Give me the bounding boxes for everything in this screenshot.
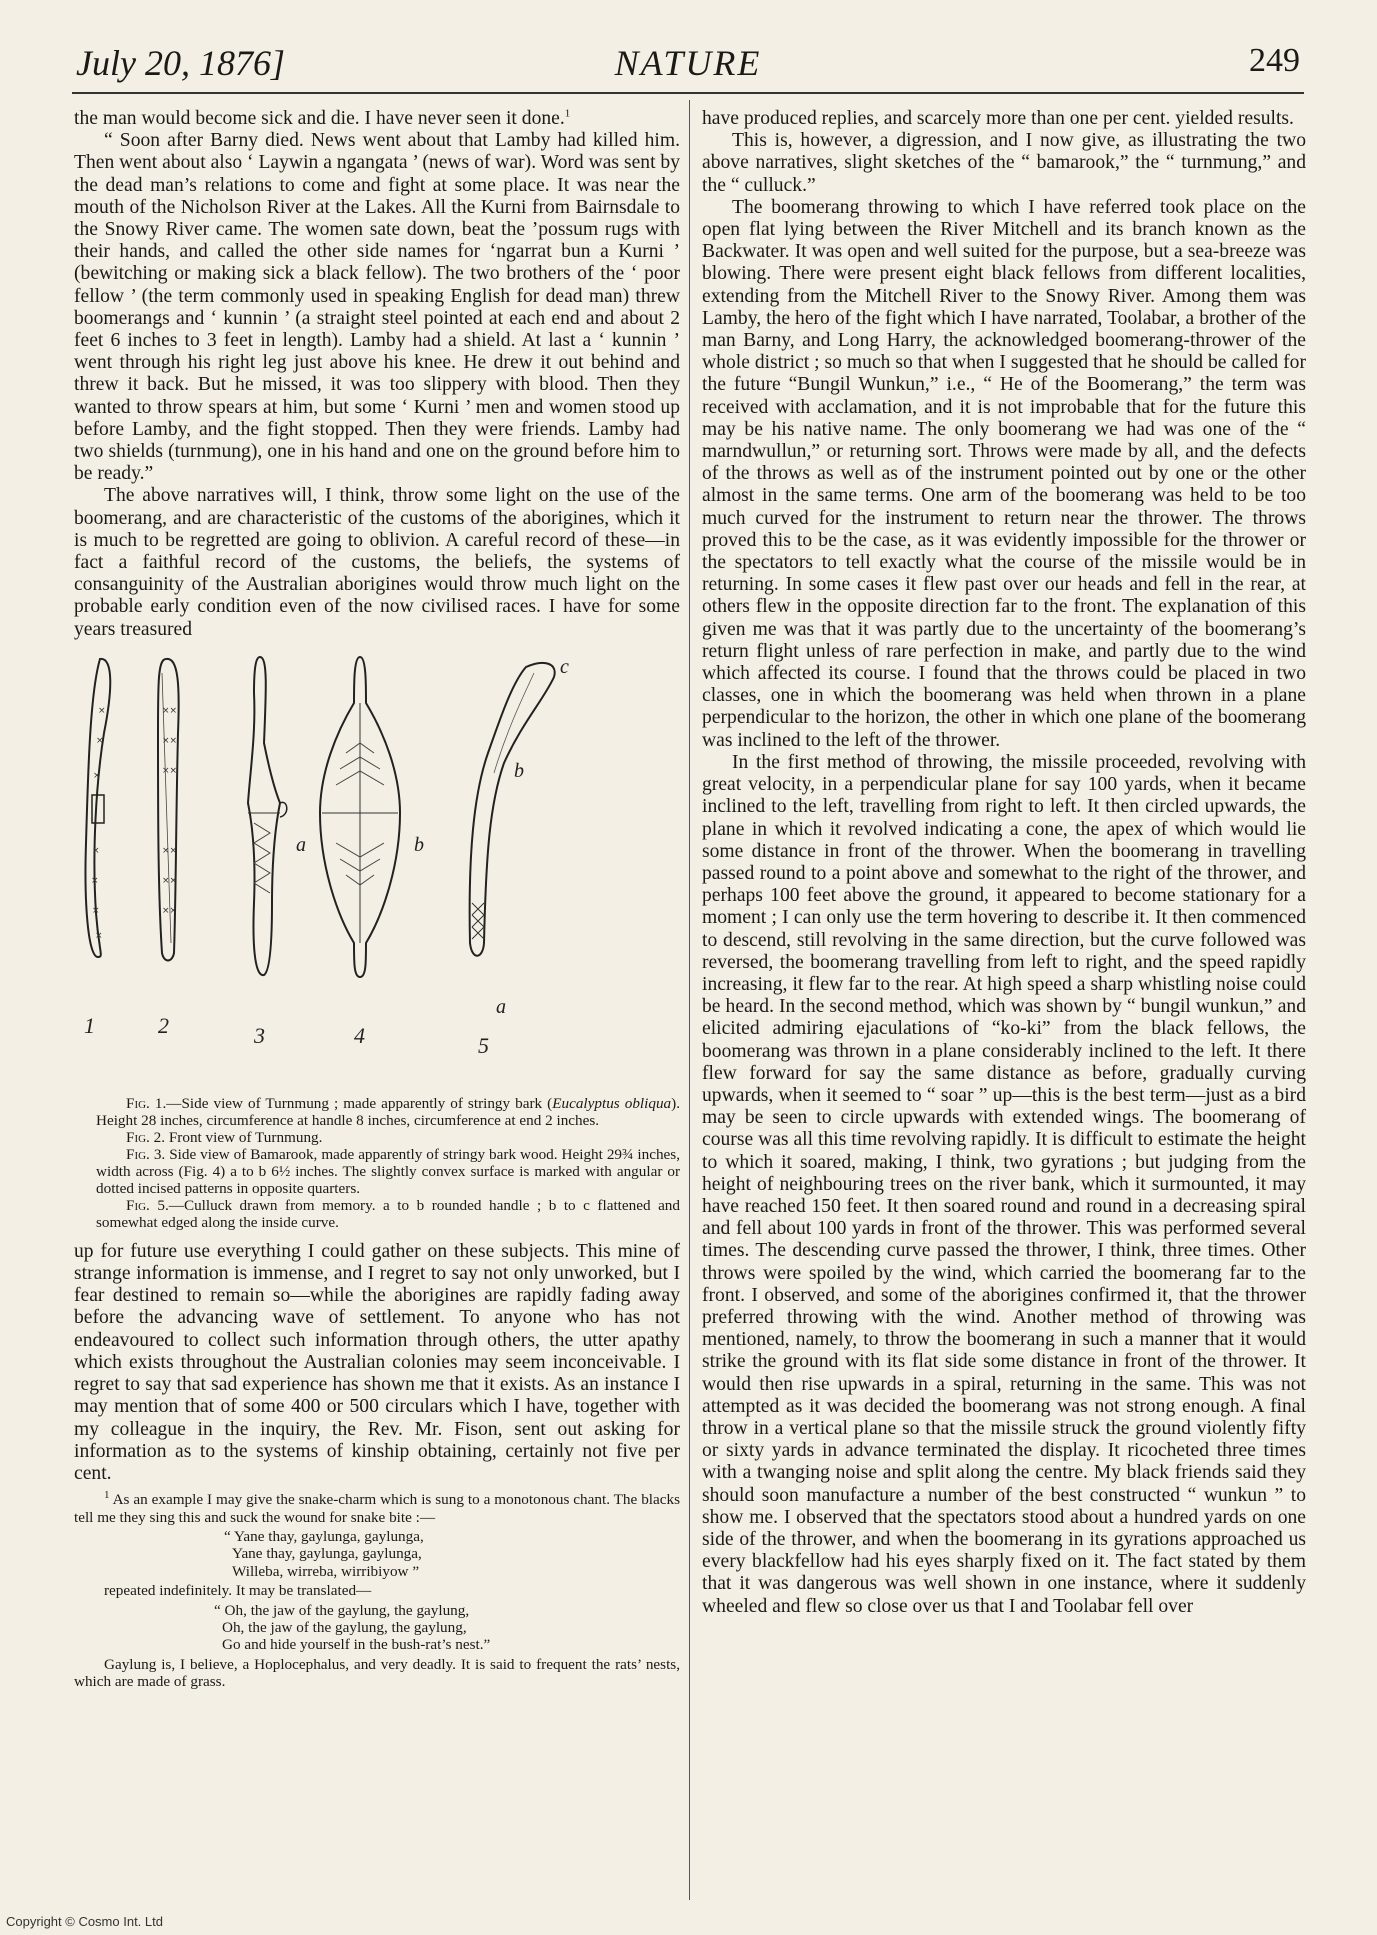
fig-label-c-culluck: c (560, 655, 569, 678)
svg-text:××: ×× (162, 845, 178, 856)
paragraph: The above narratives will, I think, throw some light on the use of the boomerang, and are characteristic of the customs of the aborigines, which it is much to be regretted are going to oblivion. A careful record of these—in fact a faithful record of the customs, the beliefs, the systems of consanguinity of the Australian aborigines would throw much light on the probable early condition even of the now civilised races. I have for some years treasured (74, 485, 680, 640)
paragraph: have produced replies, and scarcely more than one per cent. yielded results. (702, 108, 1294, 129)
copyright-notice: Copyright © Cosmo Int. Ltd (6, 1914, 163, 1929)
page-number: 249 (1249, 42, 1300, 79)
page-header (72, 42, 1304, 94)
fig-label-a-culluck: a (496, 995, 506, 1018)
figure-drawing (74, 653, 680, 1089)
svg-text:××: ×× (162, 905, 178, 916)
figure-captions (74, 1095, 680, 1231)
fig-number-1: 1 (84, 1012, 95, 1038)
caption-fig5: Fig. 5.—Culluck drawn from memory. a to b rounded handle ; b to c flattened and somewhat edged along the inside curve. (96, 1196, 680, 1231)
fig-label-b-culluck: b (514, 759, 524, 782)
paragraph: The boomerang throwing to which I have referred took place on the open flat lying between the River Mitchell and its branch known as the Backwater. It was open and well suited for the purpose, but a sea-breeze was blowing. There were present eight black fellows from different localities, extending from the Mitchell River to the Snowy River. Among them was Lamby, the hero of the fight which I have narrated, Toolabar, a brother of the man Barny, and Long Harry, the acknowledged boomerang-thrower of the whole district ; so much so that when I suggested that he should be called for the future “Bungil Wunkun,” i.e., “ He of the Boomerang,” the term was received with acclamation, and it is not improbable that for the future this may be his native name. The only boomerang we had was one of the “ marndwullun,” or returning sort. Throws were made by all, and the defects of the throws as well as of the instrument pointed out by one or the other almost in the same terms. One arm of the boomerang was held to be too much curved for the instrument to return near the thrower. The throws proved this to be the case, as it was evidently impossible for the thrower or the spectators to tell exactly what the course of the missile would be in returning. In some cases it flew past over our heads and fell in the rear, at others flew in the opposite direction far to the front. The explanation of this given me was that it was partly due to the uncertainty of the boomerang’s return flight unless of rare perfection in make, and partly due to the wind which affected its course. I found that the throws could be placed in two classes, one in which the boomerang was held when thrown in a plane perpendicular to the horizon, the other in which one plane of the boomerang was inclined to the left of the thrower. (702, 196, 1306, 751)
svg-text:×: × (93, 770, 101, 781)
caption-fig1: Fig. 1.—Side view of Turnmung ; made apparently of stringy bark (Eucalyptus obliqua). Height 28 inches, circumference at handle 8 inches, circumference at end 2 inches. (96, 1094, 680, 1129)
paragraph: This is, however, a digression, and I now give, as illustrating the two above narratives, slight sketches of the “ bamarook,” the “ turnmung,” and the “ culluck.” (702, 130, 1306, 196)
svg-text:××: ×× (162, 875, 178, 886)
fig-number-4: 4 (354, 1022, 365, 1048)
issue-date: July 20, 1876] (76, 43, 285, 83)
svg-text:××: ×× (162, 735, 178, 746)
column-divider (689, 100, 690, 1900)
left-column (74, 108, 680, 1691)
boomerang-figure (74, 653, 680, 1089)
journal-title: NATURE (614, 43, 762, 83)
fig-number-3: 3 (254, 1022, 265, 1048)
footnote-mid: repeated indefinitely. It may be translated— (104, 1582, 372, 1600)
svg-text:×: × (96, 735, 104, 746)
translation-verse: “ Oh, the jaw of the gaylung, the gaylung, Oh, the jaw of the gaylung, the gaylung, Go and hide yourself in the bush-rat’s nest.” (214, 1601, 491, 1654)
svg-text:×: × (95, 930, 103, 941)
right-column (702, 108, 1306, 1618)
svg-text:×: × (91, 875, 99, 886)
paragraph: In the first method of throwing, the missile proceeded, revolving with great velocity, in a perpendicular plane for say 100 yards, when it became inclined to the left, travelling from right to left. It then circled upwards, the plane in which it revolved indicating a cone, the apex of which would lie some distance in front of the thrower. When the boomerang in travelling passed round to a point above and somewhat to the right of the thrower, and perhaps 100 feet above the ground, it appeared to become stationary for a moment ; I can only use the term hovering to describe it. It then commenced to descend, still revolving in the same direction, but the curve followed was reversed, the boomerang travelling from left to right, and the speed rapidly increasing, it flew far to the rear. At high speed a sharp whistling noise could be heard. In the second method, which was shown by “ bungil wunkun,” and elicited admiring ejaculations of “ko-ki” from the black fellows, the boomerang was thrown in a plane considerably inclined to the left. It there flew forward for say the same distance as before, gradually curving upwards, when it seemed to “ soar ” up—this is the best term—just as a bird may be seen to circle upwards with extended wings. The boomerang of course was all this time revolving rapidly. It is difficult to estimate the height to which it soared, making, I think, two gyrations ; but judging from the height of neighbouring trees on the river bank, which it surmounted, it may have reached 150 feet. It then soared round and round in a decreasing spiral and fell about 100 yards in front of the thrower. This was performed several times. The descending curve passed the thrower, I think, three times. Other throws were spoiled by the wind, which carried the boomerang far to the front. I observed, and some of the aborigines confirmed it, that the thrower preferred throwing with the wind. Another method of throwing was mentioned, namely, to throw the boomerang in such a manner that it would strike the ground with its flat side some distance in front of the thrower. It would then rise upwards in a spiral, returning in the same. This was not attempted as it was decided the boomerang was not strong enough. A final throw in a vertical plane so that the missile struck the ground violently fifty or sixty yards in advance terminated the display. It ricocheted three times with a twanging noise and split along the centre. My black friends said they should soon manufacture a number of the best constructed “ wunkun ” to show me. I observed that the spectators stood about a hundred yards on one side of the thrower, and when the boomerang in its gyrations approached us every blackfellow had his eyes sharply fixed on it. The fact stated by them that it was dangerous was well shown in one instance, where it suddenly wheeled and flew so close over us that I and Toolabar fell over (702, 751, 1306, 1617)
fig-number-5: 5 (478, 1032, 489, 1058)
svg-text:×: × (92, 905, 100, 916)
svg-text:××: ×× (162, 765, 178, 776)
footnote-intro: $^1$ As an example I may give the snake-charm which is sung to a monotonous chant. The blacks tell me they sing this and suck the wound for snake bite :— (74, 1489, 680, 1526)
paragraph: up for future use everything I could gather on these subjects. This mine of strange information is immense, and I regret to say not only unworked, but I fear destined to remain so—while the aborigines are rapidly fading away before the advancing wave of settlement. To anyone who has not endeavoured to collect such information through others, the utter apathy which exists throughout the Australian colonies may seem inconceivable. I regret to say that sad experience has shown me that it exists. As an instance I may mention that of some 400 or 500 circulars which I have, together with my colleague in the inquiry, the Rev. Mr. Fison, sent out asking for information as to the systems of kinship obtaining, certainly not five per cent. (74, 1240, 680, 1484)
caption-fig3: Fig. 3. Side view of Bamarook, made apparently of stringy bark wood. Height 29¾ inches, width across (Fig. 4) a to b 6½ inches. The slightly convex surface is marked with angular or dotted incised patterns in opposite quarters. (96, 1145, 680, 1197)
footnote-ref: 1 (564, 107, 571, 120)
svg-text:×: × (92, 845, 100, 856)
caption-fig2: Fig. 2. Front view of Turnmung. (126, 1128, 323, 1146)
paragraph: the man would become sick and die. I have never seen it done.$^1$ (74, 107, 571, 129)
charm-verse: “ Yane thay, gaylunga, gaylunga, Yane thay, gaylunga, gaylunga, Willeba, wirreba, wirribiyow ” (224, 1527, 424, 1580)
svg-text:×: × (98, 705, 106, 716)
fig-label-b: b (414, 833, 424, 856)
svg-text:××: ×× (162, 705, 178, 716)
paragraph: “ Soon after Barny died. News went about that Lamby had killed him. Then went about also ‘ Laywin a ngangata ’ (news of war). Word was sent by the dead man’s relations to come and fight at some place. It was near the mouth of the Nicholson River at the Lakes. All the Kurni from Bairnsdale to the Snowy River came. The women sate down, beat the ’possum rugs with their hands, and called the other side names for ‘ngarrat bun a Kurni ’ (bewitching or making sick a black fellow). The two brothers of the ‘ poor fellow ’ (the term commonly used in speaking English for dead man) threw boomerangs and ‘ kunnin ’ (a straight steel pointed at each end and about 2 feet 6 inches to 3 feet in length). Lamby had a shield. At last a ‘ kunnin ’ went through his right leg just above his knee. He drew it out behind and threw it back. But he missed, it was too slippery with blood. Then they wanted to throw spears at him, but some ‘ Kurni ’ men and women stood up before Lamby, and the fight stopped. Then they were friends. Lamby had two shields (turnmung), one in his hand and one on the ground before him to be ready.” (74, 130, 681, 485)
fig-label-a: a (296, 833, 306, 856)
footnote (74, 1491, 680, 1690)
fig-number-2: 2 (158, 1012, 169, 1038)
footnote-end: Gaylung is, I believe, a Hoplocephalus, and very deadly. It is said to frequent the rats’ nests, which are made of grass. (74, 1655, 680, 1691)
